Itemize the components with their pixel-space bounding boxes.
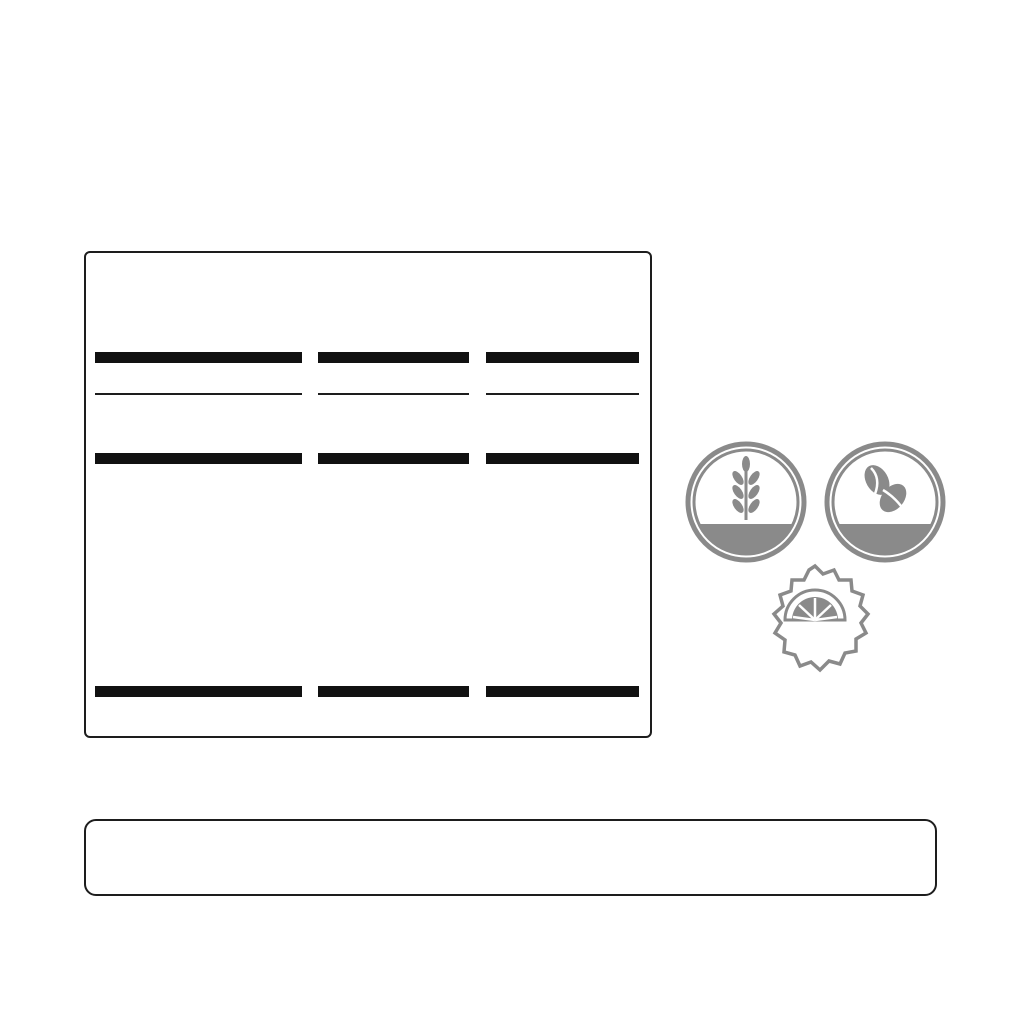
thick-divider [318, 686, 469, 697]
supplement-facts-panel [84, 251, 652, 738]
caffeine-free-badge [823, 440, 947, 564]
thick-divider [486, 352, 639, 363]
gluten-free-badge [684, 440, 808, 564]
citrapeak-formula-badge [752, 562, 878, 688]
thick-divider [318, 453, 469, 464]
thick-divider [486, 453, 639, 464]
thick-divider [486, 686, 639, 697]
thick-divider [95, 453, 302, 464]
divider [318, 393, 469, 395]
divider [486, 393, 639, 395]
divider [95, 393, 302, 395]
fda-disclaimer [84, 819, 937, 896]
thick-divider [95, 686, 302, 697]
lemon-slice-icon [785, 590, 845, 620]
thick-divider [95, 352, 302, 363]
thick-divider [318, 352, 469, 363]
